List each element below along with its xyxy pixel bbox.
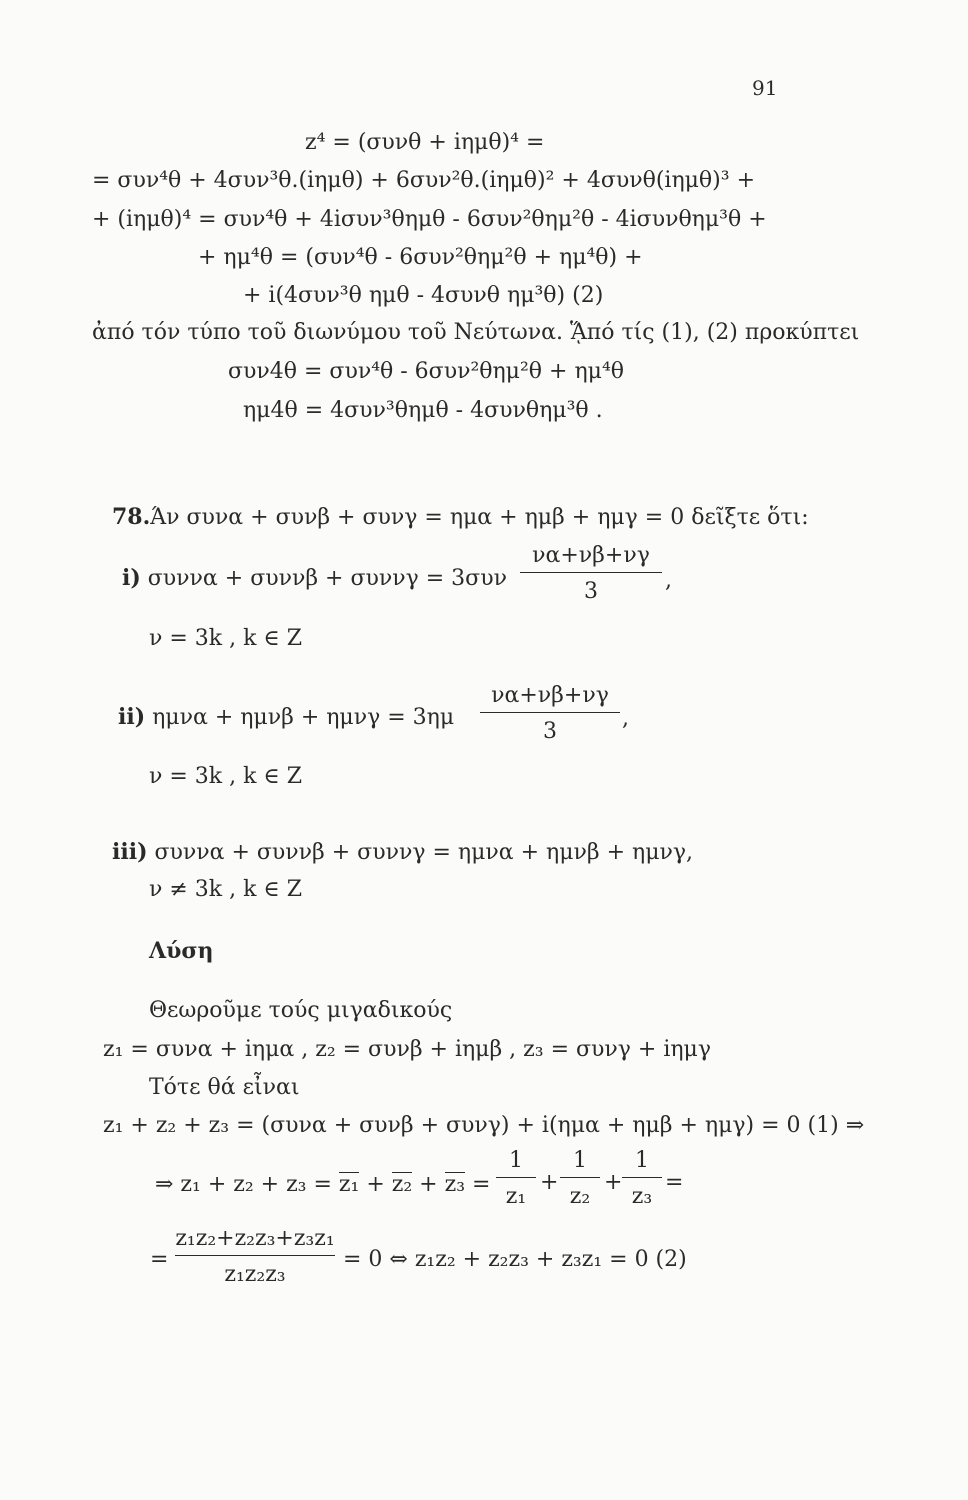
solution-heading: Λύση [149, 938, 214, 964]
reciprocal-denominator: z₃ [631, 1184, 653, 1209]
plus-sign: + [412, 1172, 445, 1197]
part-i-denominator: 3 [584, 579, 598, 604]
part-iii-expr: συννα + συννβ + συννγ = ημνα + ημνβ + ημνγ, [154, 840, 694, 865]
comma: , [665, 568, 672, 593]
part-iii-label: iii) [112, 839, 148, 865]
part-ii-condition: ν = 3k , k ∈ Z [149, 764, 302, 789]
part-i-expr: συννα + συννβ + συννγ = 3συν [147, 566, 507, 591]
reciprocal-numerator: 1 [635, 1148, 649, 1173]
part-i-label: i) [122, 565, 141, 591]
problem-statement [112, 506, 809, 529]
part-i-fraction [520, 545, 662, 603]
final-denominator: z₁z₂z₃ [224, 1262, 286, 1287]
derivation-line-3: + (iημθ)⁴ = συν⁴θ + 4iσυν³θημθ - 6συν²θημ²θ - 4iσυνθημ³θ + [92, 207, 767, 232]
final-equation: = 0 ⇔ z₁z₂ + z₂z₃ + z₃z₁ = 0 (2) [343, 1247, 687, 1272]
part-ii [118, 706, 454, 729]
final-equals: = [150, 1247, 169, 1272]
equals-sign: = [665, 1170, 684, 1195]
conjugate-equation [155, 1172, 490, 1196]
cos4-identity: συν4θ = συν⁴θ - 6συν²θημ²θ + ημ⁴θ [228, 359, 625, 384]
plus-sign: + [359, 1172, 392, 1197]
reciprocal-numerator: 1 [509, 1148, 523, 1173]
complex-definitions: z₁ = συνα + iημα , z₂ = συνβ + iημβ , z₃ = συνγ + iημγ [103, 1037, 711, 1062]
comma: , [622, 706, 629, 731]
reciprocal-z2 [560, 1150, 600, 1208]
part-ii-denominator: 3 [543, 719, 557, 744]
plus-sign: + [604, 1170, 623, 1195]
part-ii-numerator: να+νβ+νγ [491, 683, 609, 708]
derivation-line-5: + i(4συν³θ ημθ - 4συνθ ημ³θ) (2) [243, 283, 604, 308]
final-numerator: z₁z₂+z₂z₃+z₃z₁ [175, 1226, 335, 1251]
solution-intro: Θεωροῦμε τούς μιγαδικούς [149, 998, 453, 1023]
reciprocal-denominator: z₁ [505, 1184, 527, 1209]
sin4-identity: ημ4θ = 4συν³θημθ - 4συνθημ³θ . [243, 398, 603, 423]
final-fraction [175, 1228, 335, 1286]
derivation-text: ἀπό τόν τύπο τοῦ διωνύμου τοῦ Νεύτωνα. ᾍπό τίς (1), (2) προκύπτει [92, 320, 860, 345]
problem-number: 78. [112, 504, 151, 530]
solution-then: Τότε θά εἶναι [149, 1075, 300, 1100]
part-iii [112, 841, 693, 864]
part-ii-label: ii) [118, 704, 146, 730]
derivation-line-2: = συν⁴θ + 4συν³θ.(iημθ) + 6συν²θ.(iημθ)² + 4συνθ(iημθ)³ + [92, 168, 756, 193]
conjugate-lhs: ⇒ z₁ + z₂ + z₃ = [155, 1172, 339, 1197]
page-number: 91 [752, 76, 778, 100]
part-i-condition: ν = 3k , k ∈ Z [149, 626, 302, 651]
problem-text: Άν συνα + συνβ + συνγ = ημα + ημβ + ημγ = 0 δεῖξτε ὅτι: [150, 505, 809, 530]
conjugate-z1: z₁ [338, 1172, 360, 1197]
part-ii-fraction [480, 685, 620, 743]
reciprocal-z3 [622, 1150, 662, 1208]
part-ii-expr: ημνα + ημνβ + ημνγ = 3ημ [152, 705, 455, 730]
part-iii-condition: ν ≠ 3k , k ∈ Z [149, 877, 302, 902]
derivation-line-4: + ημ⁴θ = (συν⁴θ - 6συν²θημ²θ + ημ⁴θ) + [198, 245, 643, 270]
reciprocal-z1 [496, 1150, 536, 1208]
sum-equation: z₁ + z₂ + z₃ = (συνα + συνβ + συνγ) + i(ημα + ημβ + ημγ) = 0 (1) ⇒ [103, 1113, 865, 1138]
conjugate-z2: z₂ [391, 1172, 413, 1197]
plus-sign: + [540, 1170, 559, 1195]
equals-sign: = [465, 1172, 491, 1197]
part-i [122, 567, 507, 590]
conjugate-z3: z₃ [444, 1172, 466, 1197]
reciprocal-denominator: z₂ [569, 1184, 591, 1209]
part-i-numerator: να+νβ+νγ [532, 543, 650, 568]
reciprocal-numerator: 1 [573, 1148, 587, 1173]
derivation-line-1: z⁴ = (συνθ + iημθ)⁴ = [305, 130, 545, 155]
